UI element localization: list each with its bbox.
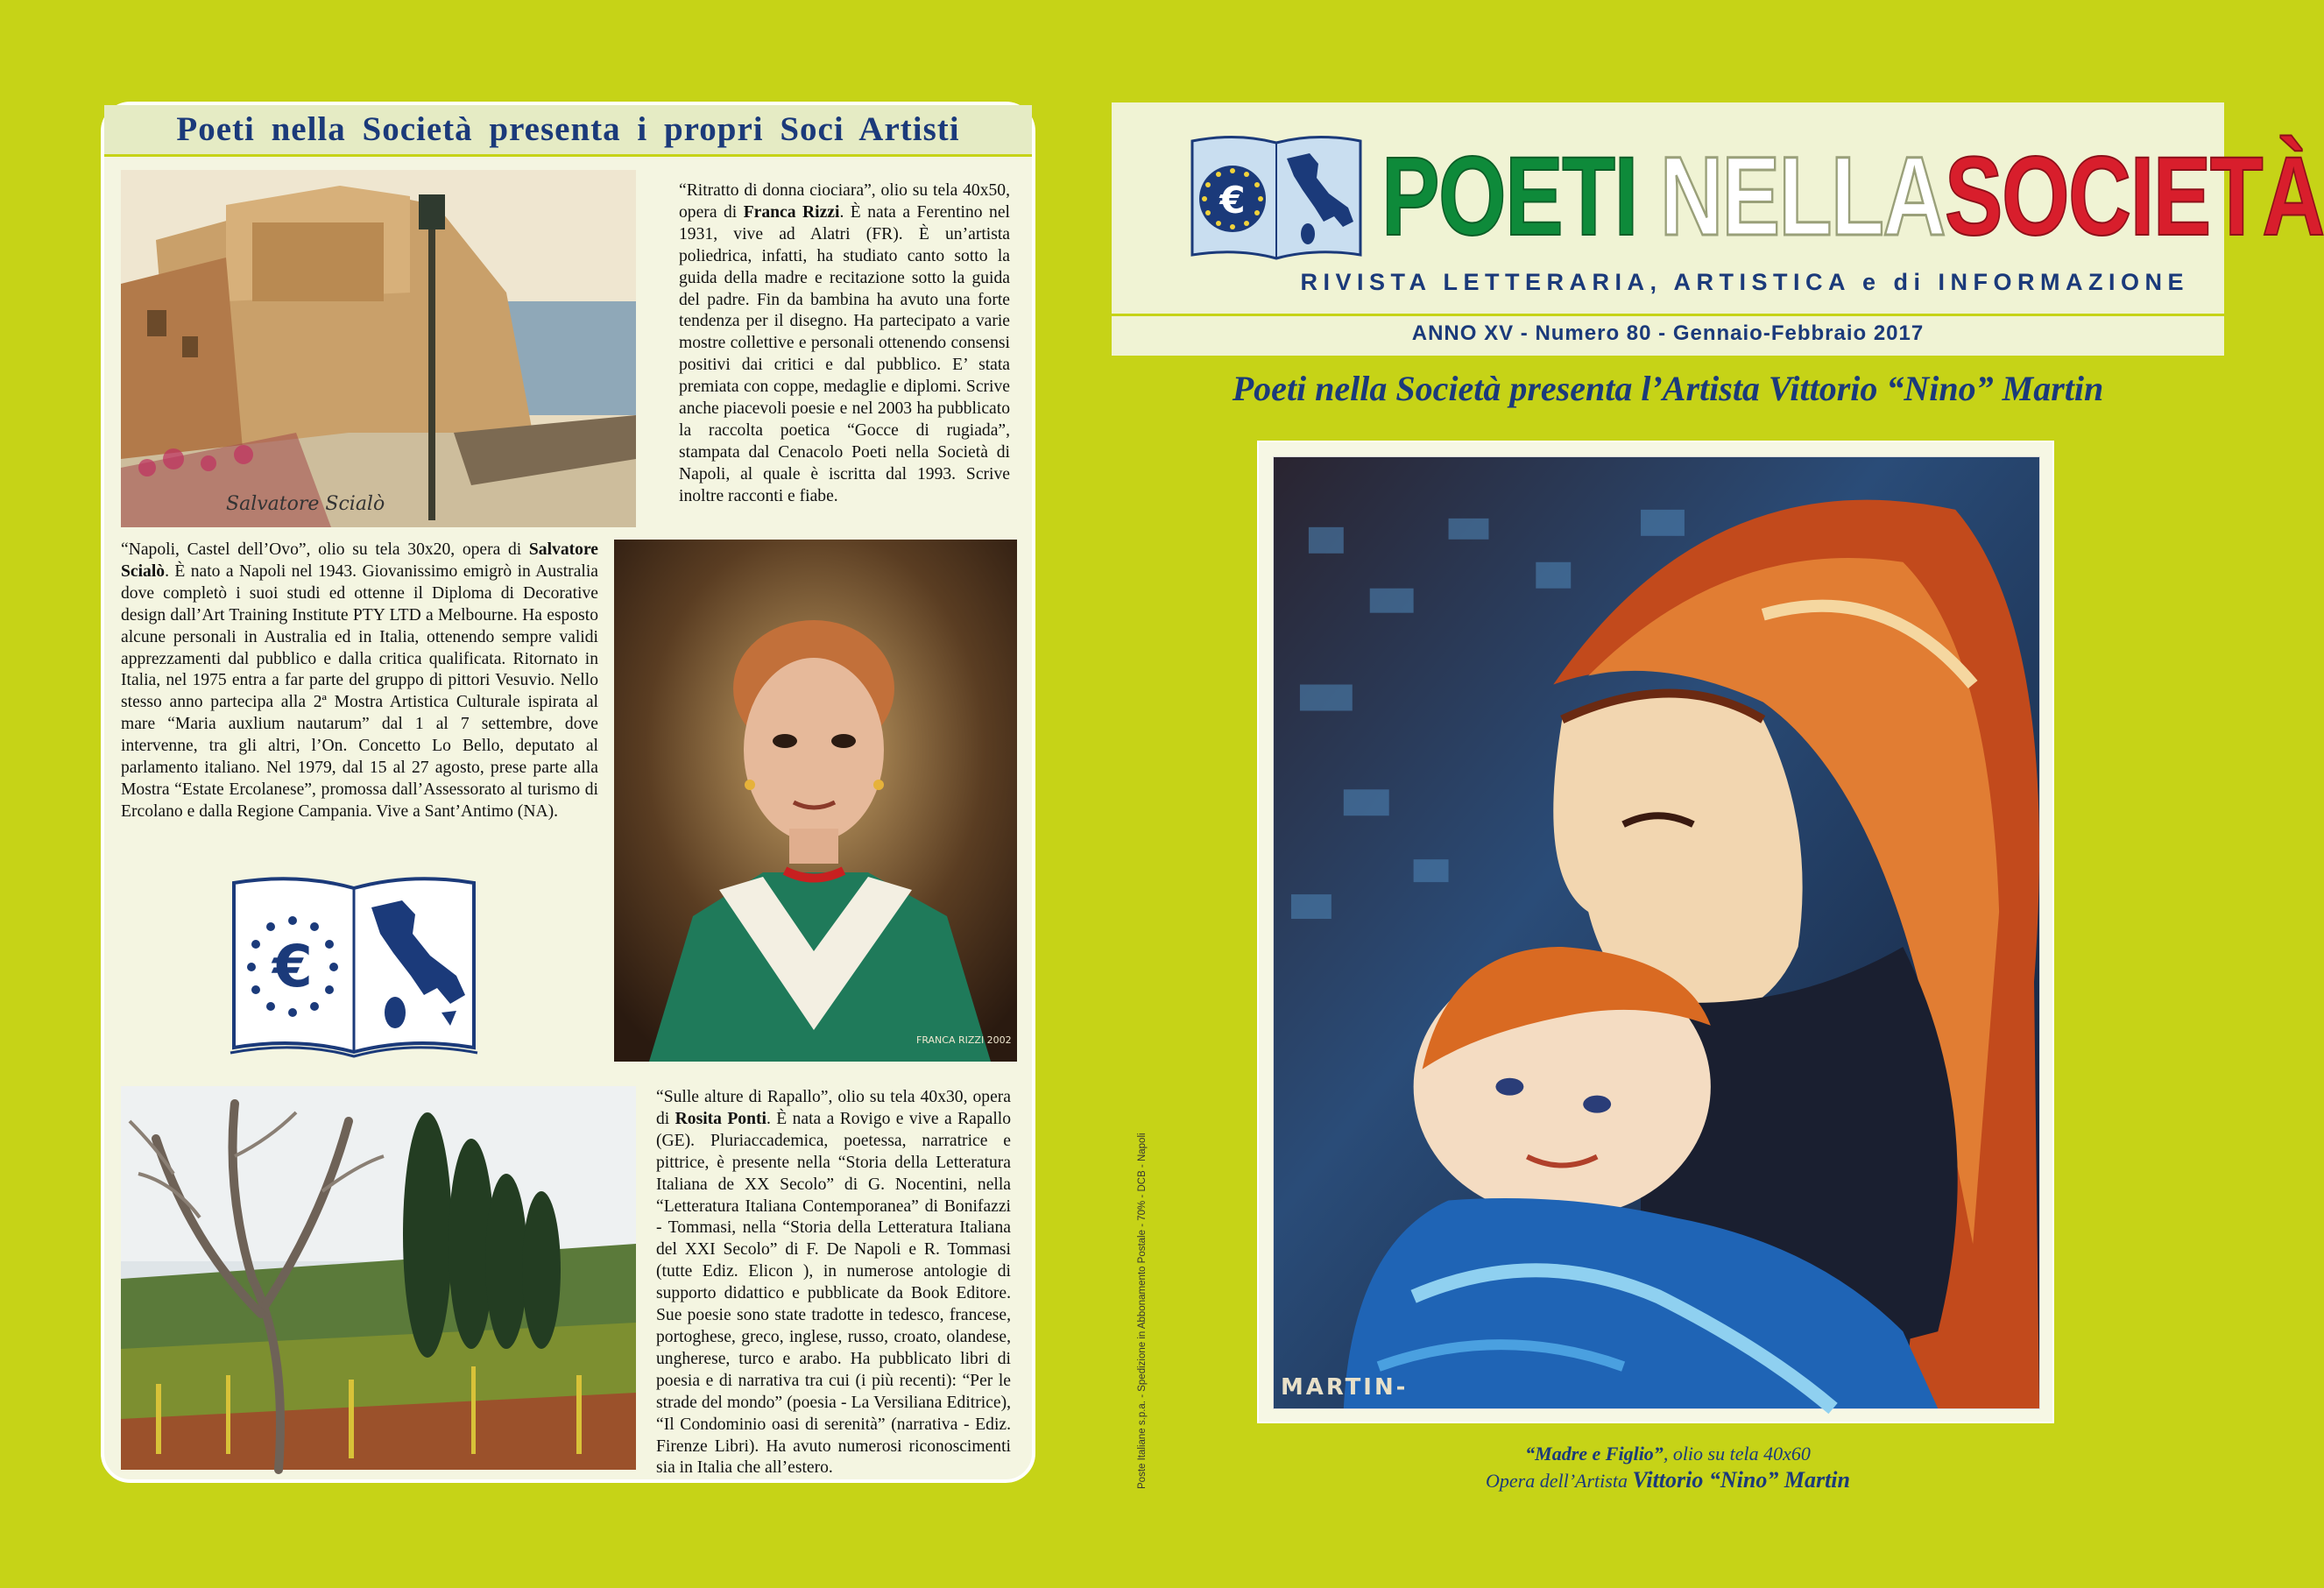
portrait-signature: FRANCA RIZZI 2002 [916, 1034, 1012, 1046]
issue-info: ANNO XV - Numero 80 - Gennaio-Febbraio 2017 [1411, 321, 1925, 345]
article-salvatore-scialo: “Napoli, Castel dell’Ovo”, olio su tela 30x20, opera di Salvatore Scialò. È nato a Napoli nel 1943. Giovanissimo emigrò in Australia dove completò i suoi studi ed ottenne il Diploma di Decorative design dall’Art Training Institute PTY LTD a Melbourne. Ha esposto alcune personali in Australia ed in Italia, ottenendo sempre validi apprezzamenti dal pubblico e dalla critica qualificata. Ritornato in Italia, nel 1975 entra a far parte del gruppo di pittori Vesuvio. Nello stesso anno partecipa alla 2ª Mostra Artistica Culturale ispirata al mare “Maria auxlium nautarum” dal 1 al 7 settembre, dove intervenne, tra gli altri, l’On. Concetto Lo Bello, deputato al parlamento italiano. Nel 1979, dal 15 al 27 agosto, prese parte alla Mostra “Estate Ercolanese”, promossa dall’Assessorato al turismo di Ercolano e dalla Regione Campania. Vive a Sant’Antimo (NA). [121, 540, 598, 821]
painting-caption: “Madre e Figlio”, olio su tela 40x60 Opera dell’Artista Vittorio “Nino” Martin [1486, 1443, 1850, 1493]
masthead-euro-symbol: € [1219, 179, 1246, 222]
magazine-title: POETI NELLASOCIETÀ [1381, 134, 2324, 259]
martin-signature: MARTIN- [1280, 1374, 1409, 1401]
castel-signature: Salvatore Scialò [226, 493, 385, 515]
postal-notice: Poste Italiane s.p.a. - Spedizione in Abbonamento Postale - 70% - DCB - Napoli [1137, 1133, 1148, 1489]
euro-symbol: € [272, 933, 313, 1000]
artist-name-franca-rizzi: Franca Rizzi [743, 202, 840, 222]
madre-e-figlio-painting [1273, 456, 2040, 1409]
masthead [1112, 102, 2324, 353]
artists-panel [101, 102, 1035, 1483]
ritratto-donna-ciociara-painting [614, 540, 1017, 1062]
panel-header: Poeti nella Società presenta i propri Soci Artisti [104, 105, 1032, 157]
artist-name-salvatore-scialo: Salvatore Scialò [121, 540, 598, 581]
poeti-nella-societa-logo [227, 872, 481, 1056]
magazine-subtitle: RIVISTA LETTERARIA, ARTISTICA e di INFORMAZIONE [1300, 269, 2189, 295]
caption-artist: Vittorio “Nino” Martin [1632, 1467, 1850, 1493]
caption-title: “Madre e Figlio” [1525, 1443, 1664, 1464]
article-franca-rizzi: “Ritratto di donna ciociara”, olio su tela 40x50, opera di Franca Rizzi. È nata a Ferentino nel 1931, vive ad Alatri (FR). È un’artista poliedrica, infatti, ha studiato canto sotto la guida della madre e recitazione sotto la guida del padre. Fin da bambina ha avuto una forte tendenza per il disegno. Ha partecipato a varie mostre collettive e personali ottenendo consensi positivi dai critici e dal pubblico. E’ stata premiata con coppe, medaglie e diplomi. Scrive anche piacevoli poesie e nel 2003 ha pubblicato la raccolta poetica “Gocce di rugiada”, stampata dal Cenacolo Poeti nella Società di Napoli, al quale è iscritta dal 1993. Scrive inoltre racconti e fiabe. [679, 181, 1010, 505]
cover-headline: Poeti nella Società presenta l’Artista Vittorio “Nino” Martin [1232, 369, 2104, 408]
castel-dell-ovo-painting [121, 170, 636, 527]
masthead-logo [1189, 132, 1364, 260]
artist-name-rosita-ponti: Rosita Ponti [675, 1109, 766, 1128]
sulle-alture-di-rapallo-painting [121, 1086, 636, 1470]
article-rosita-ponti: “Sulle alture di Rapallo”, olio su tela 40x30, opera di Rosita Ponti. È nata a Rovigo e vive a Rapallo (GE). Pluriaccademica, poetessa, narratrice e pittrice, è presente nella “Storia della Letteratura Italiana de XX Secolo” di G. Nocentini, nella “Letteratura Italiana Contemporanea” di Bonifazzi - Tommasi, nella “Storia della Letteratura Italiana del XXI Secolo” di F. De Napoli e R. Tommasi (tutte Ediz. Elicon ), in numerose antologie di supporto didattico e pubblicate da Book Editore. Sue poesie sono state tradotte in tedesco, francese, portoghese, greco, inglese, russo, croato, olandese, ungherese, turco e arabo. Ha pubblicato libri di poesia e di narrativa tra cui (i più recenti): “Per le strade del mondo” (poesia - La Versiliana Editrice), “Il Condominio oasi di serenità” (narrativa - Ediz. Firenze Libri). Ha avuto numerosi riconoscimenti sia in Italia che all’estero. [656, 1088, 1012, 1478]
madre-e-figlio-frame [1257, 441, 2054, 1423]
